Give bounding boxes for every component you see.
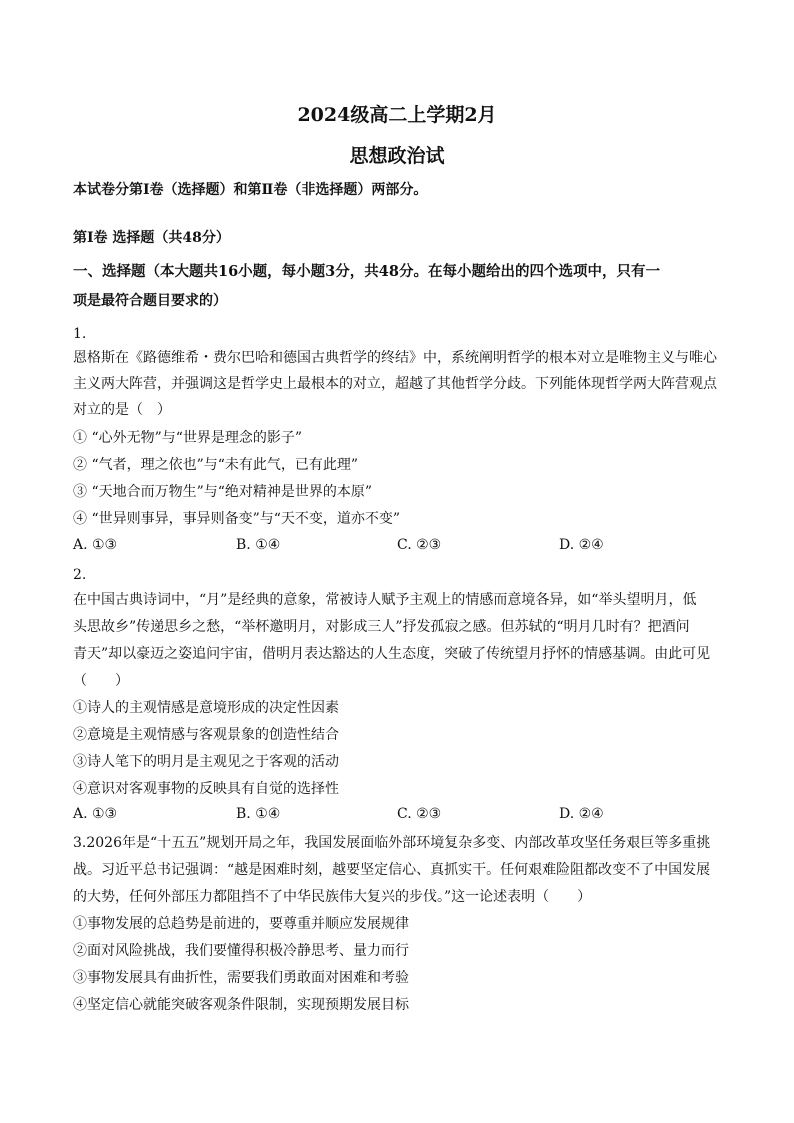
question-stem-line: 主义两大阵营，并强调这是哲学史上最根本的对立，超越了其他哲学分歧。下列能体现哲学两大阵营观点 xyxy=(73,376,717,392)
statement-4: ④意识对客观事物的反映具有自觉的选择性 xyxy=(73,781,339,797)
statement-3: ③事物发展具有曲折性，需要我们勇敢面对困难和考验 xyxy=(73,970,409,986)
answer-options xyxy=(73,806,733,826)
option-d: D. ②④ xyxy=(559,806,604,822)
exam-title: 2024级高二上学期2月 xyxy=(297,104,497,126)
answer-options xyxy=(73,537,733,557)
statement-2: ②面对风险挑战，我们要懂得积极冷静思考、量力而行 xyxy=(73,943,409,959)
question-stem-line: （ ） xyxy=(73,673,129,689)
question-stem-line: 对立的是（ ） xyxy=(73,402,171,418)
section-title: 第Ⅰ卷 选择题（共48分） xyxy=(73,230,230,246)
statement-3: ③ “天地合而万物生”与“绝对精神是世界的本原” xyxy=(73,484,373,500)
option-d: D. ②④ xyxy=(559,537,604,553)
option-c: C. ②③ xyxy=(397,537,442,553)
question-stem-line: 战。习近平总书记强调：“越是困难时刻，越要坚定信心、真抓实干。任何艰难险阻都改变不了中国发展 xyxy=(73,862,711,878)
statement-3: ③诗人笔下的明月是主观见之于客观的活动 xyxy=(73,754,339,770)
question-stem-line: 3.2026年是“十五五”规划开局之年，我国发展面临外部环境复杂多变、内部改革攻坚任务艰巨等多重挑 xyxy=(73,835,711,851)
option-c: C. ②③ xyxy=(397,806,442,822)
option-b: B. ①④ xyxy=(236,806,281,822)
question-stem-line: 的大势，任何外部压力都阻挡不了中华民族伟大复兴的步伐。”这一论述表明（ ） xyxy=(73,889,592,905)
question-stem-line: 恩格斯在《路德维希・费尔巴哈和德国古典哲学的终结》中，系统阐明哲学的根本对立是唯物主义与唯心 xyxy=(73,350,717,366)
question-stem-line: 在中国古典诗词中，“月”是经典的意象，常被诗人赋予主观上的情感而意境各异，如“举头望明月，低 xyxy=(73,592,697,608)
statement-1: ①诗人的主观情感是意境形成的决定性因素 xyxy=(73,700,339,716)
section-instructions-line2: 项是最符合题目要求的） xyxy=(73,293,227,309)
statement-4: ④坚定信心就能突破客观条件限制，实现预期发展目标 xyxy=(73,997,409,1013)
statement-1: ①事物发展的总趋势是前进的，要尊重并顺应发展规律 xyxy=(73,916,409,932)
option-a: A. ①③ xyxy=(73,537,118,553)
option-b: B. ①④ xyxy=(236,537,281,553)
intro-text: 本试卷分第Ⅰ卷（选择题）和第Ⅱ卷（非选择题）两部分。 xyxy=(73,182,428,198)
question-stem-line: 青天”却以豪迈之姿追问宇宙，借明月表达豁达的人生态度，突破了传统望月抒怀的情感基调。由此可见 xyxy=(73,646,711,662)
statement-1: ① “心外无物”与“世界是理念的影子” xyxy=(73,430,303,446)
statement-2: ② “气者，理之依也”与“未有此气，已有此理” xyxy=(73,457,359,473)
question-stem-line: 头思故乡”传递思乡之愁，“举杯邀明月，对影成三人”抒发孤寂之感。但苏轼的“明月几时有？把酒问 xyxy=(73,619,690,635)
question-number: 2. xyxy=(73,567,87,583)
option-a: A. ①③ xyxy=(73,806,118,822)
statement-2: ②意境是主观情感与客观景象的创造性结合 xyxy=(73,727,339,743)
question-number: 1. xyxy=(73,326,87,342)
section-instructions-line1: 一、选择题（本大题共16小题，每小题3分，共48分。在每小题给出的四个选项中，只有一 xyxy=(73,263,660,280)
exam-subtitle: 思想政治试 xyxy=(349,145,445,167)
statement-4: ④ “世异则事异，事异则备变”与“天不变，道亦不变” xyxy=(73,511,401,527)
